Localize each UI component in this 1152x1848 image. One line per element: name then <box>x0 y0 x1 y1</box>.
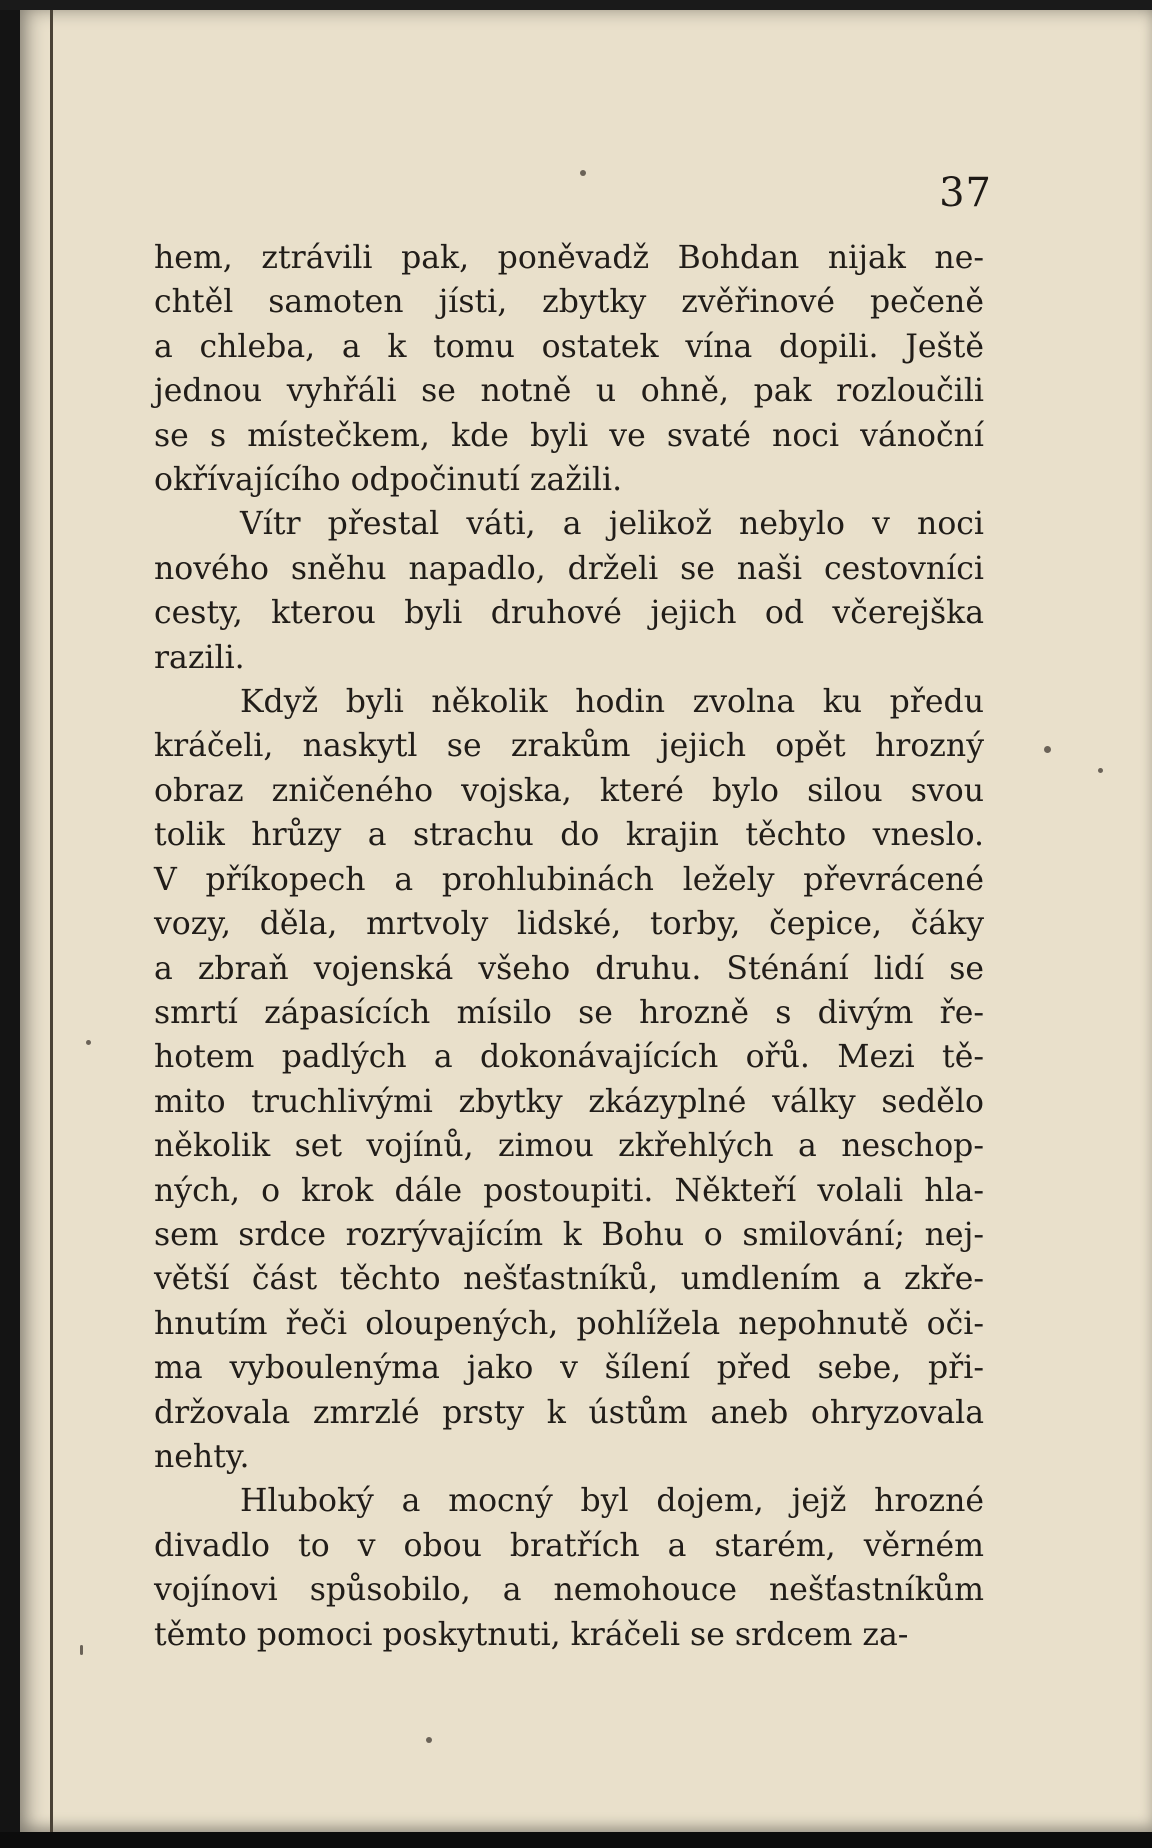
ink-speck <box>1098 768 1103 773</box>
text-line: hotem padlých a dokonávajících ořů. Mezi tě- <box>154 1039 984 1076</box>
text-line: okřívajícího odpočinutí zažili. <box>154 462 623 499</box>
text-line: těmto pomoci poskytnuti, kráčeli se srdcem za- <box>154 1616 909 1653</box>
text-line: Hluboký a mocný byl dojem, jejž hrozné <box>240 1483 984 1520</box>
text-line: ma vyboulenýma jako v šílení před sebe, při- <box>154 1350 984 1387</box>
paragraph <box>154 502 984 680</box>
paragraph <box>154 680 984 1479</box>
text-line: obraz zničeného vojska, které bylo silou svou <box>154 772 984 809</box>
text-line: vojínovi spůsobilo, a nemohouce nešťastníkům <box>154 1572 984 1609</box>
text-line: vozy, děla, mrtvoly lidské, torby, čepice, čáky <box>154 906 984 943</box>
body-text <box>154 236 984 1657</box>
text-line: Vítr přestal váti, a jelikož nebylo v noci <box>240 506 984 543</box>
page-number: 37 <box>939 170 992 216</box>
text-line: smrtí zápasících mísilo se hrozně s divým ře- <box>154 994 984 1031</box>
scan-top-edge <box>0 0 1152 10</box>
ink-speck <box>580 170 586 176</box>
text-line: se s místečkem, kde byli ve svaté noci vánoční <box>154 417 984 454</box>
text-line: nehty. <box>154 1438 250 1475</box>
text-line: několik set vojínů, zimou zkřehlých a neschop- <box>154 1128 984 1165</box>
text-line: Když byli několik hodin zvolna ku předu <box>240 684 984 721</box>
text-line: jednou vyhřáli se notně u ohně, pak rozloučili <box>154 373 984 410</box>
text-line: sem srdce rozrývajícím k Bohu o smilování; nej- <box>154 1216 984 1253</box>
text-line: V příkopech a prohlubinách ležely převrácené <box>154 861 984 898</box>
text-line: chtěl samoten jísti, zbytky zvěřinové pečeně <box>154 284 984 321</box>
text-line: cesty, kterou byli druhové jejich od včerejška <box>154 595 984 632</box>
text-line: ných, o krok dále postoupiti. Někteří volali hla- <box>154 1172 984 1209</box>
text-line: tolik hrůzy a strachu do krajin těchto vneslo. <box>154 817 984 854</box>
book-page <box>20 10 1152 1832</box>
text-line: razili. <box>154 639 245 676</box>
text-line: větší část těchto nešťastníků, umdlením a zkře- <box>154 1261 984 1298</box>
text-line: divadlo to v obou bratřích a starém, věrném <box>154 1527 984 1564</box>
text-line: hnutím řeči oloupených, pohlížela nepohnutě oči- <box>154 1305 984 1342</box>
text-line: a chleba, a k tomu ostatek vína dopili. Ještě <box>154 328 984 365</box>
ink-speck <box>80 1645 83 1655</box>
scan-bottom-edge <box>0 1832 1152 1848</box>
ink-speck <box>1044 746 1051 753</box>
text-line: nového sněhu napadlo, drželi se naši cestovníci <box>154 550 984 587</box>
gutter-line <box>50 10 53 1832</box>
ink-speck <box>426 1737 432 1743</box>
ink-speck <box>86 1040 91 1045</box>
text-line: držovala zmrzlé prsty k ústům aneb ohryzovala <box>154 1394 984 1431</box>
text-line: mito truchlivými zbytky zkázyplné války sedělo <box>154 1083 984 1120</box>
text-line: kráčeli, naskytl se zrakům jejich opět hrozný <box>154 728 984 765</box>
paragraph <box>154 1479 984 1657</box>
text-line: a zbraň vojenská všeho druhu. Sténání lidí se <box>154 950 984 987</box>
text-line: hem, ztrávili pak, poněvadž Bohdan nijak ne- <box>154 240 984 276</box>
paragraph <box>154 236 984 502</box>
